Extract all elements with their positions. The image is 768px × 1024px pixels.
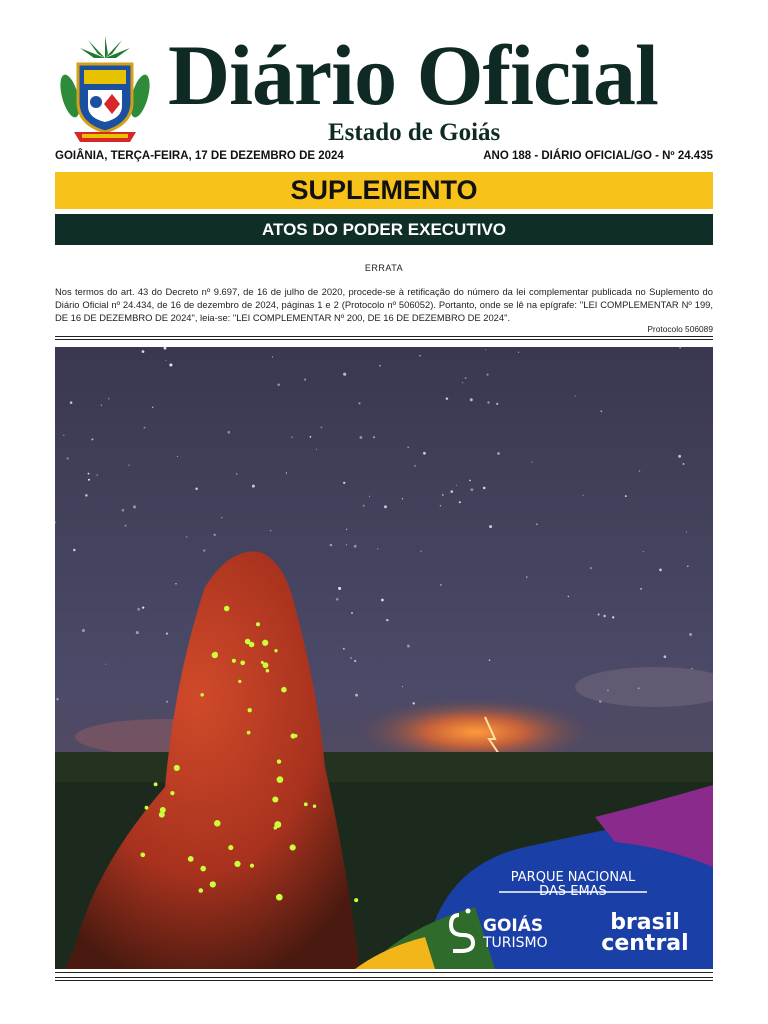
- star: [136, 631, 139, 634]
- star: [384, 505, 387, 508]
- star: [686, 532, 687, 533]
- star: [373, 436, 375, 438]
- firefly-glow: [214, 820, 221, 827]
- firefly-glow: [272, 796, 278, 802]
- star: [56, 698, 58, 700]
- star: [625, 495, 627, 497]
- star: [108, 398, 109, 399]
- star: [600, 410, 602, 412]
- firefly-glow: [304, 802, 308, 806]
- firefly-glow: [261, 661, 264, 664]
- star: [286, 472, 287, 473]
- goias-turismo-line1: GOIÁS: [483, 916, 544, 936]
- star: [354, 660, 356, 662]
- star: [369, 496, 370, 497]
- star: [683, 463, 685, 465]
- firefly-glow: [276, 894, 283, 901]
- star: [419, 355, 421, 357]
- star: [598, 613, 600, 615]
- star: [144, 427, 146, 429]
- star: [142, 606, 144, 608]
- date-location: GOIÂNIA, TERÇA-FEIRA, 17 DE DEZEMBRO DE 2024: [55, 150, 344, 162]
- star: [186, 536, 188, 538]
- divider: [55, 972, 713, 973]
- firefly-glow: [188, 856, 194, 862]
- firefly-glow: [170, 791, 174, 795]
- brasil-central-line1: brasil: [610, 910, 680, 935]
- firefly-glow: [266, 669, 270, 673]
- star: [338, 587, 341, 590]
- star: [73, 549, 76, 552]
- firefly-glow: [248, 708, 252, 712]
- firefly-glow: [140, 852, 145, 857]
- coat-of-arms-logo: [58, 36, 152, 146]
- firefly-glow: [159, 812, 165, 818]
- star: [640, 588, 642, 590]
- star: [350, 657, 352, 659]
- star: [343, 373, 346, 376]
- star: [125, 525, 127, 527]
- firefly-glow: [277, 759, 281, 763]
- firefly-glow: [145, 806, 149, 810]
- star: [402, 498, 403, 499]
- star: [659, 569, 662, 572]
- star: [440, 584, 442, 586]
- star: [469, 480, 471, 482]
- star: [462, 382, 463, 383]
- star: [105, 664, 106, 665]
- star: [360, 436, 363, 439]
- firefly-glow: [240, 660, 245, 665]
- masthead-title: Diário Oficial: [168, 27, 658, 123]
- star: [195, 487, 198, 490]
- firefly-glow: [262, 640, 268, 646]
- star: [175, 583, 177, 585]
- star: [227, 431, 230, 434]
- star: [381, 599, 384, 602]
- firefly-glow: [274, 826, 278, 830]
- star: [407, 447, 409, 449]
- star: [465, 377, 467, 379]
- star: [214, 534, 216, 536]
- brasil-central-line2: central: [601, 931, 689, 956]
- star: [142, 350, 145, 353]
- star: [236, 473, 238, 475]
- star: [442, 494, 444, 496]
- firefly-glow: [224, 606, 230, 612]
- star: [346, 544, 347, 545]
- star: [343, 648, 345, 650]
- divider: [55, 336, 713, 340]
- firefly-glow: [238, 680, 241, 683]
- star: [691, 668, 693, 670]
- star: [664, 655, 667, 658]
- star: [351, 612, 353, 614]
- star: [407, 645, 410, 648]
- star: [456, 485, 457, 486]
- goias-turismo-line2: TURISMO: [483, 935, 548, 951]
- star: [137, 608, 140, 611]
- star: [440, 505, 441, 506]
- star: [487, 374, 489, 376]
- supplement-banner: SUPLEMENTO: [55, 172, 713, 209]
- park-name-line1: PARQUE NACIONAL: [510, 870, 636, 885]
- firefly-glow: [247, 731, 251, 735]
- firefly-glow: [290, 844, 296, 850]
- star: [343, 482, 345, 484]
- firefly-glow: [228, 845, 233, 850]
- star: [518, 352, 519, 353]
- star: [203, 549, 205, 551]
- firefly-glow: [354, 898, 358, 902]
- section-banner: ATOS DO PODER EXECUTIVO: [55, 214, 713, 245]
- star: [330, 544, 332, 546]
- star: [91, 438, 93, 440]
- star: [483, 487, 486, 490]
- firefly-glow: [198, 888, 203, 893]
- firefly-glow: [250, 864, 254, 868]
- edition-number: ANO 188 - DIÁRIO OFICIAL/GO - Nº 24.435: [483, 150, 713, 162]
- firefly-glow: [313, 805, 316, 808]
- star: [568, 596, 569, 597]
- firefly-glow: [174, 765, 180, 771]
- star: [310, 436, 312, 438]
- star: [358, 402, 360, 404]
- star: [88, 473, 90, 475]
- star: [386, 619, 388, 621]
- star: [485, 349, 486, 350]
- park-name-line2: DAS EMAS: [539, 884, 607, 899]
- star: [612, 616, 614, 618]
- star: [583, 495, 584, 496]
- star: [291, 436, 293, 438]
- star: [687, 565, 689, 567]
- protocol-number: Protocolo 506089: [647, 324, 713, 334]
- star: [526, 576, 528, 578]
- star: [277, 383, 280, 386]
- star: [470, 398, 473, 401]
- star: [446, 397, 449, 400]
- star: [354, 545, 357, 548]
- star: [70, 401, 73, 404]
- star: [643, 551, 644, 552]
- star: [459, 501, 461, 503]
- star: [489, 659, 491, 661]
- star: [85, 494, 88, 497]
- star: [487, 401, 489, 403]
- star: [689, 633, 692, 636]
- star: [63, 435, 64, 436]
- star: [423, 452, 426, 455]
- star: [320, 426, 322, 428]
- star: [531, 462, 532, 463]
- star: [82, 629, 85, 632]
- star: [166, 632, 168, 634]
- errata-body: Nos termos do art. 43 do Decreto nº 9.697, de 16 de julho de 2020, procede-se à retificação do número da lei complementar publicada no Suplemento do Diário Oficial nº 24.434, de 16 de dezembro de 2024, páginas 1 e 2 (Protocolo nº 506052). Portanto, onde se lê na epígrafe: "LEI COMPLEMENTAR Nº 199, DE 16 DE DEZEMBRO DE 2024", leia-se: "LEI COMPLEMENTAR Nº 200, DE 16 DE DEZEMBRO DE 2024".: [55, 286, 713, 323]
- cover-photo: [55, 347, 713, 969]
- star: [402, 686, 403, 687]
- errata-heading: ERRATA: [364, 263, 404, 273]
- star: [316, 449, 317, 450]
- star: [96, 474, 98, 476]
- star: [177, 456, 178, 457]
- dateline: [55, 150, 713, 166]
- firefly-glow: [274, 649, 277, 652]
- star: [414, 465, 415, 466]
- firefly-glow: [277, 776, 284, 783]
- firefly-glow: [200, 866, 206, 872]
- star: [678, 455, 681, 458]
- firefly-glow: [200, 693, 203, 696]
- firefly-glow: [210, 881, 216, 887]
- star: [165, 360, 166, 361]
- star: [67, 457, 69, 459]
- star: [497, 452, 500, 455]
- star: [221, 517, 222, 518]
- star: [639, 470, 641, 472]
- star: [152, 407, 154, 409]
- star: [450, 490, 453, 493]
- firefly-glow: [281, 687, 287, 693]
- star: [128, 464, 129, 465]
- star: [355, 694, 358, 697]
- star: [420, 551, 421, 552]
- star: [590, 567, 592, 569]
- star: [346, 529, 347, 530]
- star: [270, 530, 271, 531]
- divider: [55, 977, 713, 981]
- firefly-glow: [154, 782, 158, 786]
- star: [133, 505, 136, 508]
- star: [379, 365, 381, 367]
- star: [377, 548, 378, 549]
- star: [489, 525, 492, 528]
- star: [272, 356, 273, 357]
- star: [122, 509, 125, 512]
- firefly-glow: [234, 861, 240, 867]
- firefly-glow: [214, 652, 218, 656]
- firefly-glow: [294, 734, 298, 738]
- star: [496, 403, 498, 405]
- star: [101, 405, 102, 406]
- star: [603, 615, 606, 618]
- star: [304, 379, 306, 381]
- masthead-subtitle: Estado de Goiás: [328, 119, 501, 146]
- star: [363, 505, 365, 507]
- star: [88, 479, 90, 481]
- star: [336, 598, 339, 601]
- star: [470, 488, 473, 491]
- firefly-glow: [232, 659, 236, 663]
- firefly-glow: [245, 639, 251, 645]
- firefly-glow: [256, 622, 260, 626]
- star: [166, 701, 168, 703]
- star: [536, 523, 538, 525]
- star: [169, 363, 172, 366]
- star: [575, 396, 576, 397]
- star: [252, 485, 255, 488]
